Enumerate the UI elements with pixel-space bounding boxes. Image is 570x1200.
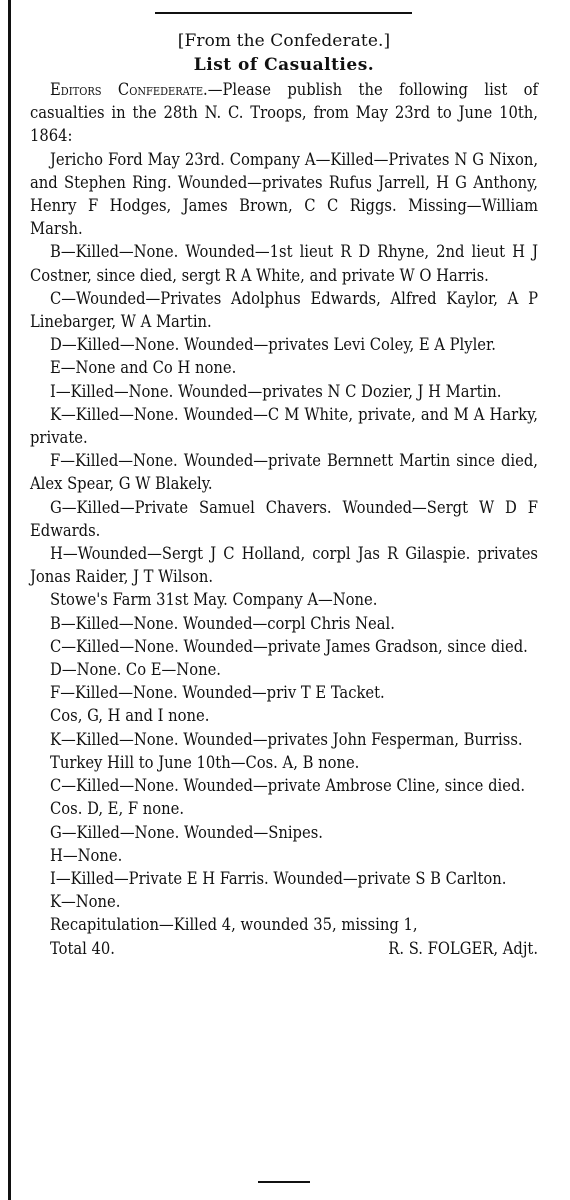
paragraph: I—Killed—None. Wounded—privates N C Dozier, J H Martin. [50,381,502,401]
article [30,30,538,960]
paragraph: H—None. [50,845,123,865]
intro-text: —Please publish the following list of casualties in the 28th N. C. Troops, from May 23rd to June 10th, 1864: [30,80,538,146]
paragraph: B—Killed—None. Wounded—corpl Chris Neal. [50,613,395,633]
paragraph: Cos. D, E, F none. [50,799,185,819]
paragraph: Jericho Ford May 23rd. Company A—Killed—Privates N G Nixon, and Stephen Ring. Wounded—privates Rufus Jarrell, H G Anthony, Henry F Hodges, James Brown, C C Riggs. Missing—William Marsh. [30,149,538,239]
closing-line [30,937,538,960]
paragraph: G—Killed—None. Wounded—Snipes. [50,822,323,842]
paragraph: I—Killed—Private E H Farris. Wounded—private S B Carlton. [50,868,507,888]
source-line: [From the Confederate.] [177,31,391,51]
paragraph: F—Killed—None. Wounded—private Bernnett Martin since died, Alex Spear, G W Blakely. [30,451,538,494]
paragraph: E—None and Co H none. [50,358,237,378]
paragraph: Recapitulation—Killed 4, wounded 35, missing 1, [50,915,418,935]
intro-paragraph [30,78,538,148]
paragraph: C—Killed—None. Wounded—private James Gradson, since died. [50,636,528,656]
paragraph: C—Killed—None. Wounded—private Ambrose Cline, since died. [50,776,526,796]
signature: R. S. FOLGER, Adjt. [388,938,538,958]
total-text: Total 40. [50,938,115,958]
paragraph: Turkey Hill to June 10th—Cos. A, B none. [50,752,360,772]
paragraph: Stowe's Farm 31st May. Company A—None. [50,590,378,610]
paragraph: C—Wounded—Privates Adolphus Edwards, Alfred Kaylor, A P Linebarger, W A Martin. [30,288,538,332]
top-rule [155,12,412,14]
paragraph: Cos, G, H and I none. [50,706,210,726]
paragraph: K—Killed—None. Wounded—privates John Fesperman, Burriss. [50,729,523,749]
paragraph: B—Killed—None. Wounded—1st lieut R D Rhyne, 2nd lieut H J Costner, since died, sergt R A White, and private W O Harris. [30,242,538,285]
paragraph: G—Killed—Private Samuel Chavers. Wounded—Sergt W D F Edwards. [30,497,538,540]
paragraph: F—Killed—None. Wounded—priv T E Tacket. [50,683,385,703]
paragraph: K—None. [50,892,121,912]
column-border [8,0,11,1200]
paragraph: D—Killed—None. Wounded—privates Levi Coley, E A Plyler. [50,335,496,355]
intro-lead: Editors Confederate. [50,80,208,99]
article-body [30,78,538,960]
bottom-rule [258,1181,310,1183]
headline: List of Casualties. [193,55,375,75]
paragraph: K—Killed—None. Wounded—C M White, private, and M A Harky, private. [30,404,538,448]
paragraph: H—Wounded—Sergt J C Holland, corpl Jas R Gilaspie. privates Jonas Raider, J T Wilson. [30,544,538,587]
paragraph: D—None. Co E—None. [50,660,221,680]
